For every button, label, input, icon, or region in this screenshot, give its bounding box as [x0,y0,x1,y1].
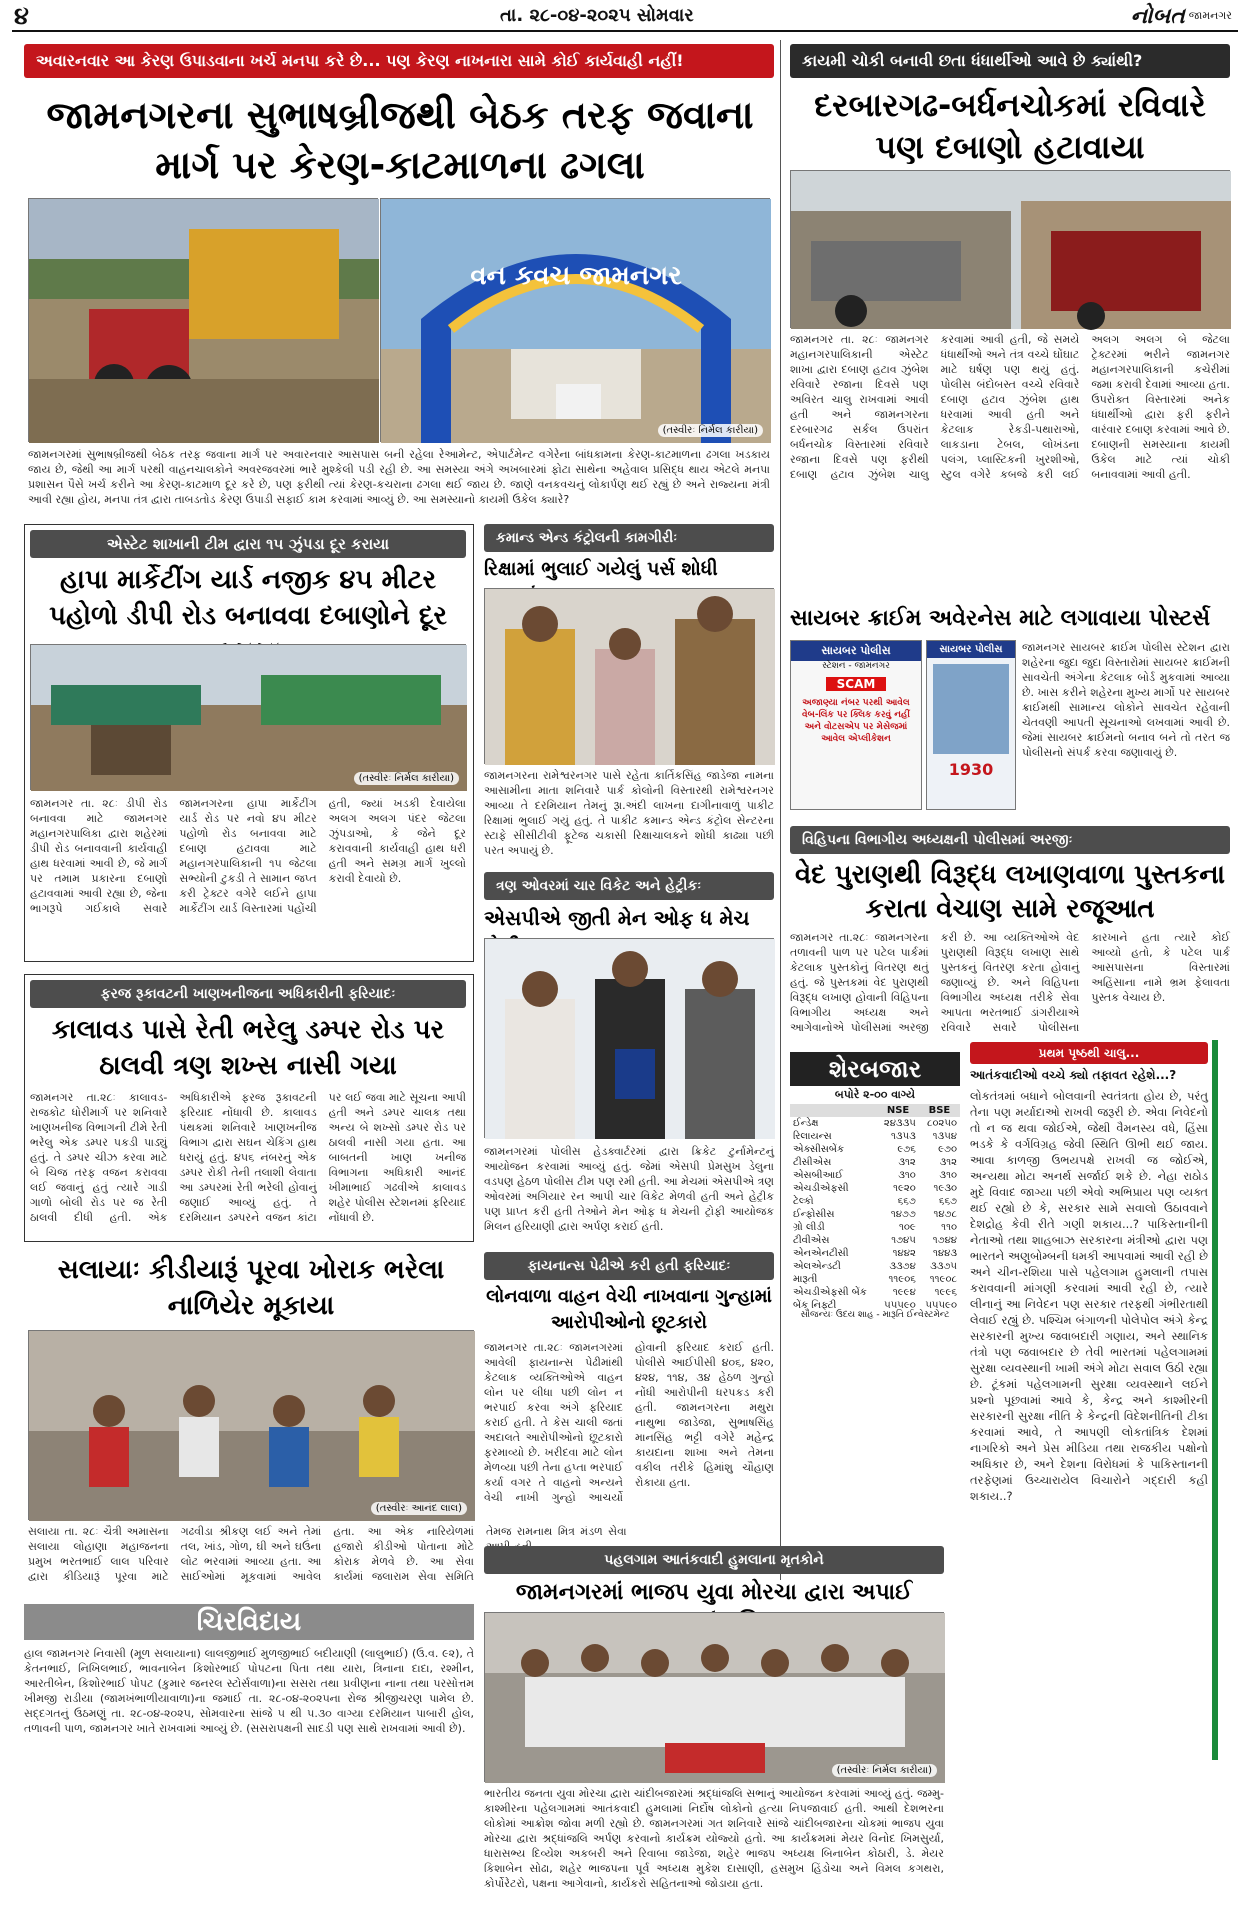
story1-photo-credit: (તસ્વીરઃ નિર્મલ કારીયા) [658,424,763,437]
share-nse: ૬૬૭ [897,1196,916,1207]
page-number: ૪ [14,2,29,30]
story2-body: જામનગર તા. ૨૮ઃ જામનગર મહાનગરપાલિકાની એસ્ટેટ શાખા દ્વારા દબાણ હટાવ ઝુંબેશ રવિવારે રજાના દિવસે પણ અવિરત ચાલુ રાખવામાં આવી હતી અને જામનગરના દરબારગઢ સર્કલ ઉપરાંત બર્ધનચોક વિસ્તારમાં રવિવારે રજાના દિવસે પણ ફરીથી દબાણ હટાવ ઝુંબેશ ચાલુ કરવામાં આવી હતી, જે સમયે ધંધાર્થીઓ અને તંત્ર વચ્ચે ઘોંઘાટ માટે ઘર્ષણ પણ થયું હતું. પોલીસ બંદોબસ્ત વચ્ચે રવિવારે દબાણ હટાવ ઝુંબેશ હાથ ધરવામાં આવી હતી અને કેટલાક રેકડી-પથારાઓ, લાકડાના ટેબલ, લોખંડના પલંગ, પ્લાસ્ટિકની ખુરશીઓ, સ્ટુલ વગેરે કબજે કરી લઈ અલગ અલગ બે જેટલા ટ્રેક્ટરમાં ભરીને જામનગર મહાનગરપાલિકાની કચેરીમાં જમા કરાવી દેવામાં આવ્યા હતા. ઉપરોક્ત વિસ્તારમાં અનેક ધંધાર્થીઓ દ્વારા ફરી ફરીને વારંવાર દબાણ કરવામાં આવે છે. દબાણની સમસ્યાના કાયમી ઉકેલ માટે ત્યાં ચોકી બનાવવામાં આવી હતી. [790,333,1230,481]
story11-headline: જામનગરમાં ભાજપ યુવા મોરચા દ્વારા અપાઈ [515,1580,913,1605]
editorial-accent-bar [1212,1040,1218,1760]
share-header-row [790,1104,960,1117]
story6-headline: વેદ પુરાણથી વિરૂદ્ધ લખાણવાળા પુસ્તકના કરાતા વેચાણ સામે રજૂઆત [794,860,1226,924]
share-nse: ૧૯૯૪ [892,1287,916,1298]
editorial-body: લોકતંત્રમાં બધાને બોલવાની સ્વતંત્રતા હોય છે, પરંતુ તેના પણ મર્યાદાઓ રાખવી જરૂરી છે. એવા નિવેદનો તો ન જ થવા જોઈએ, જેથી વૈમનસ્ય વધે, હિંસા ભડકે કે વર્ગવિગ્રહ જેવી સ્થિતિ ઊભી થઈ જાય. આવા કાળજી ઉભયપક્ષે રાખવી જ જોઈએ, અન્યથા મોટા અનર્થ સર્જાઈ શકે છે. નેહા રાઠોડ મુદે વિવાદ જાગ્યા પછી એવો અભિપ્રાય પણ વ્યક્ત થઈ રહ્યો છે કે, સરકાર સામે સવાલો ઉઠાવવાને દેશદ્રોહ કેવી રીતે ગણી શકાય...? પાકિસ્તાનીની નેતાઓ તથા શાહબાઝ સરકારના મંત્રીઓ દ્વારા પણ ભારતને અણુબોમ્બની ધમકી આપવામાં આવી રહી છે અને ચીન-રશિયા પાસે પહેલગામ હુમલાની તપાસ કરાવવાની માંગણી કરવામાં આવી રહી છે, ત્યારે લીનાનું આ નિવેદન પણ સરકાર તરફથી ગંભીરતાથી લેવાઈ રહ્યું છે. પશ્ચિમ બંગાળની પોલેપોલ અંગે કેન્દ્ર સરકારની મુખ્ય જવાબદારી ગણાય, અને સ્થાનિક તંત્રો પણ જવાબદાર છે તેવી ભારતમાં પહેલગામમાં સુરક્ષા વ્યવસ્થાની ખામી અંગે મોટા સવાલ ઉઠી રહ્યા છે. ટૂંકમાં પહેલગામની સુરક્ષા વ્યવસ્થાને લઈને પ્રશ્નો પૂછવામાં આવે કે, કેન્દ્ર અને કાશ્મીરની સરકારની સુરક્ષા નીતિ કે કેન્દ્રની વિદેશનીતિની ટીકા કરવામાં આવે, તે આપણી લોકતાંત્રિક દેશમાં નાગરિકો અને પ્રેસ મીડિયા તથા રાજકીય પક્ષોનો અધિકાર છે, અને દેશના વિરોધમાં કે પાકિસ્તાનની તરફેણમાં ઉચ્ચારાયેલ વિચારોને ગદ્દારી કહી શકાય..? [970,1089,1208,1503]
share-row [790,1260,960,1273]
story11-body: ભારતીય જનતા યુવા મોરચા દ્વારા ચાંદીબજારમાં શ્રદ્ધાંજલિ સભાનું આયોજન કરવામાં આવ્યું હતું. જમ્મુ-કાશ્મીરના પહેલગામમાં આતંકવાદી હુમલામાં નિર્દોષ લોકોનો હત્યા નિપજાવાઈ હતી. આથી દેશભરના લોકોમાં આક્રોશ જોવા મળી રહ્યો છે. જામનગરમાં ગત શનિવારે સાંજે ચાંદીબજારના ચોકમાં ભાજપ યુવા મોરચા દ્વારા શ્રદ્ધાંજલિ અર્પણ કરવાનો કાર્યક્રમ યોજ્યો હતો. આ કાર્યક્રમમાં મેયર વિનોદ ખિમસુર્યા, ધારાસભ્ય દિવ્યેશ અકબરી અને રિવાબા જાડેજા, શહેર ભાજપ અધ્યક્ષ બિનાબેન કોઠારી, ડે. મેયર કિશાબેન સોઢા, શહેર ભાજપના પૂર્વ અધ્યક્ષ મુકેશ દાસાણી, હસમુખ હિંડોચા અને વિમલ કગથરા, કોર્પોરેટરો, પક્ષના આગેવાનો, કાર્યકરો સહિતનાઓ જોડાયા હતા. [484,1787,944,1890]
share-bse: ૩૧૨ [939,1157,957,1168]
story4-kicker: કમાન્ડ એન્ડ કંટ્રોલની કામગીરીઃ [484,524,774,552]
story9-photo [28,1330,474,1520]
trophy-photo [485,939,775,1139]
share-subtitle: બપોરે ૨-૦૦ વાગ્યે [834,1088,916,1101]
share-bse: ૯૭૦ [938,1144,957,1155]
story4-photo [484,588,774,764]
share-row [790,1156,960,1169]
share-nse: ૧૦૯ [898,1222,916,1233]
obit-body: હાલ જામનગર નિવાસી (મૂળ સલાયાના) લાલજીભાઈ મુળજીભાઈ બદીયાણી (લાલુભાઈ) (ઉ.વ. ૯૨), તે કેતનભાઈ, નિખિલભાઈ, ભાવનાબેન કિશોરભાઈ પોપટના પિતા તથા યારા, ત્રિનાના દાદા, રશ્મીન, આરતીબેન, કિશોરભાઈ પોપટ (કુમાર જનરલ સ્ટોર્સવાળા)ના સસરા તથા પ્રવીણના નાના તથા પરસોત્તમ ખીમજી રાડીયા (જામખંભાળીયાવાળા)ના જમાઈ તા. ૨૮-૦૪-૨૦૨૫ના રોજ શ્રીજીચરણ પામેલ છે. સદ્દગતનું ઉઠમણું તા. ૨૮-૦૪-૨૦૨૫, સોમવારના સાંજે ૫ થી ૫.૩૦ વાગ્યા દરમિયાન પાબારી હોલ, તળાવની પાળ, જામનગર ખાતે રાખવામાં આવ્યું છે. (સસરાપક્ષની સાદડી પણ સાથે રાખવામાં આવી છે). [24,1647,474,1735]
share-name: એચડીએફસી [793,1183,849,1194]
share-row [790,1143,960,1156]
share-bse: ૧૧૦ [941,1222,957,1233]
story1-photo-right [380,198,770,442]
story6-kicker: વિહિપના વિભાગીય અધ્યક્ષની પોલીસમાં અરજીઃ [790,826,1230,854]
story5-headline: સાયબર ક્રાઈમ અવેરનેસ માટે લગાવાયા પોસ્ટર્સ [790,606,1211,631]
share-table [790,1104,960,1312]
story8-headline: એસપીએ જીતી મેન ઓફ ધ મેચ [484,906,750,930]
arch-text: વન કવચ જામનગર [470,261,682,291]
story11-photo-credit: (તસ્વીરઃ નિર્મલ કારીયા) [832,1764,937,1777]
share-row [790,1182,960,1195]
poster1-title: સાયબર પોલીસ [791,641,921,661]
share-row [790,1234,960,1247]
share-name: ગ્રો લીડી [793,1222,825,1233]
share-bse: ૧૪૪૩ [933,1248,957,1259]
story3-headline: હાપા માર્કેટીંગ યાર્ડ નજીક ૪૫ મીટર પહોળો ડીપી રોડ બનાવવા દબાણોને દૂર [49,565,447,631]
share-nse: ૧૩૫૩ [891,1131,916,1142]
story1-body: જામનગરમાં સુભાષબ્રીજથી બેઠક તરફ જવાના માર્ગ પર અવારનવાર આસપાસ બની રહેલા રેઆમેન્ટ, એપાર્ટમેન્ટ વગેરેના બાંધકામના કેરણ-કાટમાળના ઢગલા ખડકાય જાય છે, જેથી આ માર્ગ પરથી વાહનચાલકોને અવરજવરમાં ભારે મુશ્કેલી પડી રહી છે. આ સમસ્યા અંગે અખબારમાં ફોટા સાથેના અહેવાલ પ્રસિદ્ધ થાય એટલે મનપા પ્રશાસન પૈસે ખર્ચ કરીને આ કેરણ-કાટમાળ દૂર કરે છે, પણ ફરીથી ત્યાં કેરણ-કચરાના ઢગલા થઈ જાય છે. જાણે વનકવચનું લોકાર્પણ થઈ રહ્યું છે અને રાજ્યના મંત્રી આવી રહ્યા હોય, મનપા તંત્ર દ્વારા તાબડતોડ કેરણ ઉપાડી સફાઈ કામ કરવામાં આવ્યું છે. આ સમસ્યાનો કાયમી ઉકેલ ક્યારે? [28,448,770,506]
share-nse: ૨૪૩૩૫ [883,1118,916,1129]
share-title: શેરબજાર [790,1052,960,1086]
share-bse: ૧૪૭૮ [933,1209,957,1220]
story2-headline: દરબારગઢ-બર્ધનચોકમાં રવિવારે પણ દબાણો હટાવાયા [814,86,1206,166]
share-bse: ૫૫૫૯૦ [925,1300,957,1311]
story6-body: જામનગર તા.૨૮ઃ જામનગરના તળાવની પાળ પર પટેલ પાર્કમાં કેટલાક પુસ્તકોનું વિતરણ થતું હતું. જે પુસ્તકમાં વેદ પુરાણથી વિરૂદ્ધ લખાણ હોવાની વિહિપના વિભાગીય અધ્યક્ષ અને આગેવાનોએ પોલીસમાં અરજી કરી છે. આ વ્યક્તિઓએ વેદ પુરાણથી વિરૂદ્ધ લખાણ સાથે પુસ્તકનું વિતરણ કરતા હોવાનું જણાવ્યું છે. અને વિહિપના વિભાગીય અધ્યક્ષ તરીકે સેવા આપતા ભરતભાઈ ડાંગરીયાએ રવિવારે સવારે પોલીસના કારખાને હતા ત્યારે કોઈ આવ્યો હતો, કે પટેલ પાર્ક આસપાસના વિસ્તારમાં અહિંસાના નામે ભ્રમ ફેલાવતા પુસ્તક વેચાય છે. [790,931,1230,1034]
brand-sub: જામનગર [1188,9,1232,22]
poster2-title: સાયબર પોલીસ [927,641,1015,658]
share-nse: ૩૩૭૪ [889,1261,916,1272]
share-name: એલએન્ડટી [793,1261,841,1272]
story9-photo-credit: (તસ્વીરઃ આનંદ લાલ) [371,1502,467,1515]
story3-body: જામનગર તા. ૨૮ઃ ડીપી રોડ બનાવવા માટે જામનગર મહાનગરપાલિકા દ્વારા શહેરમાં ડીપી રોડ બનાવવાની કાર્યવાહી હાથ ધરવામાં આવી છે, જે માર્ગ પર તમામ પ્રકારના દબાણો હટાવવામાં આવી રહ્યા છે, જેના ભાગરૂપે ગઈકાલે સવારે જામનગરના હાપા માર્કેટીંગ યાર્ડ રોડ પર નવો ૪૫ મીટર પહોળો રોડ બનાવવા માટે દબાણ હટાવવા માટે મહાનગરપાલિકાની ૧૫ જેટલા સભ્યોની ટુકડી તે સામાન જપ્ત કરી ટ્રેક્ટર વગેરે લઈને હાપા માર્કેટીંગ યાર્ડ વિસ્તારમાં પહોંચી હતી, જ્યાં ખડકી દેવાયેલા અલગ અલગ પંદર જેટલા ઝુંપડાઓ, કે જેને દૂર કરાવવાની કાર્યવાહી હાથ ધરી હતી અને સમગ્ર માર્ગ ખુલ્લો કરાવી દેવાયો છે. [30,797,466,915]
tractor-photo [791,171,1231,329]
story1-photo-left [28,198,378,442]
story1-kicker: અવારનવાર આ કેરણ ઉપાડવાના ખર્ચ મનપા કરે છે... પણ કેરણ નાખનારા સામે કોઈ કાર્યવાહી નહીં! [24,44,774,78]
share-row [790,1169,960,1182]
share-header-bse: BSE [919,1104,960,1117]
share-nse: ૧૭૪૫ [891,1235,916,1246]
share-row [790,1247,960,1260]
share-name: ઈન્ફોસીસ [793,1209,835,1220]
share-row [790,1195,960,1208]
story9-headline: સલાયાઃ કીડીયારૂં પૂરવા ખોરાક ભરેલા નાળિયેર મૂકાયા [57,1255,445,1321]
hut-demolition-photo [31,645,467,791]
story3-photo-credit: (તસ્વીરઃ નિર્મલ કારીયા) [354,772,459,785]
column-rule [780,40,781,1580]
share-name: મારૂતી [793,1274,818,1285]
share-name: ટેલ્કો [793,1196,814,1207]
share-name: ટીવીએસ [793,1235,830,1246]
construction-photo [29,199,379,443]
story11-kicker: પહલગામ આતંકવાદી હુમલાના મૃતકોને [484,1546,944,1574]
share-nse: ૧૪૭૭ [890,1209,916,1220]
share-name: ઈન્ડેક્ષ [793,1118,819,1129]
share-name: રિલાયન્સ [793,1131,832,1142]
poster2-number: 1930 [948,760,994,779]
share-name: ટીસીએસ [793,1157,832,1168]
tribute-photo [485,1613,945,1783]
share-row [790,1221,960,1234]
story8-photo [484,938,774,1138]
story10-body: જામનગર તા.૨૮ઃ જામનગરમાં આવેલી ફાયનાન્સ પેઢીમાંથી કેટલાક વ્યક્તિઓએ વાહન લોન પર લીધા પછી લોન ન ભરપાઈ કરવા અંગે ફરિયાદ કરાઈ હતી. તે કેસ ચાલી જતાં અદાલતે આરોપીઓનો છૂટકારો ફરમાવ્યો છે. ખરીદવા માટે લોન મેળવ્યા પછી તેના હપ્તા ભરપાઈ કર્યા વગર તે વાહનો અન્યને વેચી નાખી ગુન્હો આચર્યો હોવાની ફરિયાદ કરાઈ હતી. પોલીસે આઈપીસી ૪૦૬, ૪૨૦, ૪૨૪, ૧૧૪, ૩૪ હેઠળ ગુન્હો નોંધી આરોપીની ધરપકડ કરી હતી. જામનગરના મથુરા નાથુભા જાડેજા, સુભાષસિંહ માનસિંહ ભટ્ટી વગેરે મહેન્દ્ર કાયદાના શાખા અને તેમના વકીલ તરીકે હિમાંશુ ચૌહાણ રોકાયા હતા. [484,1341,774,1504]
share-nse: ૩૧૦ [898,1170,916,1181]
share-bse: ૮૦૨૫૦ [927,1118,957,1129]
story7-body: જામનગર તા.૨૮ઃ કાલાવડ-રાજકોટ ધોરીમાર્ગ પર શનિવારે ખાણખનીજ વિભાગની ટીમે રેતી ભરેલુ એક ડમ્પર પકડી પાડ્યું હતું. તે ડમ્પર ચીઝ કરવા માટે બે ચિજ તરફ વજન કરાવવા લઈ જવાનું હતું ત્યારે ગાડી ગાળો બોલી રોડ પર જ રેતી ઠાલવી દીધી હતી. એક અધિકારીએ ફરજ રૂકાવટની ફરિયાદ નોંધાવી છે. કાલાવડ પંથકમાં શનિવારે ખાણખનીજ વિભાગ દ્વારા સઘન ચેકિંગ હાથ ધરાયું હતું. ૪૫૬ નંબરનું એક ડમ્પર રોકી તેની તલાશી લેવાતા આ ડમ્પરમાં રેતી ભરેલી હોવાનું જણાઈ આવ્યું હતું. તે દરમિયાન ડમ્પરને વજન કાંટા પર લઈ જવા માટે સૂચના આપી હતી અને ડમ્પર ચાલક તથા અન્ય બે શખ્સો ડમ્પર રોડ પર ઠાલવી નાસી ગયા હતા. આ બાબતની ખાણ ખનીજ વિભાગના અધિકારી આનંદ ખીમાભાઈ ગઢવીએ કાલાવડ શહેર પોલીસ સ્ટેશનમાં ફરિયાદ નોંધાવી છે. [30,1091,466,1224]
share-nse: ૯૭૬ [897,1144,916,1155]
story10-headline: લોનવાળા વાહન વેચી નાખવાના ગુન્હામાં આરોપીઓનો છૂટકારો [486,1286,772,1333]
share-nse: ૧૯૨૦ [893,1183,916,1194]
story11-photo [484,1612,944,1782]
story7-headline: કાલાવડ પાસે રેતી ભરેલુ ડમ્પર રોડ પર ઠાલવી ત્રણ શખ્સ નાસી ગયા [51,1015,445,1081]
masthead [0,0,1250,32]
brand-name: નોબત [1130,3,1185,29]
brand-logo [1131,3,1232,29]
story9-body: સલાયા તા. ૨૮ઃ ચૈત્રી અમાસના સલાયા લોહાણા મહાજનના પ્રમુખ ભરતભાઈ લાલ પરિવાર દ્વારા કીડિયારૂં પૂરવા માટે ગઢવીડા શ્રીકણ લઈ અને તેમાં તલ, ખાંડ, ગોળ, ઘી અને ઘઉંના લોટ ભરવામાં આવ્યા હતા. આ સાઈઓમાં મૂકવામાં આવેલ હતા. આ એક નારિયેળમાં હજારો કીડીઓ પોતાના મોટે કોરાક મેળવે છે. આ સેવા કાર્યમાં જલારામ સેવા સમિતિ તેમજ રામનાથ મિત્ર મંડળ સેવા [28,1525,627,1583]
story4-headline: રિક્ષામાં ભુલાઈ ગયેલું પર્સ શોધી [484,558,718,580]
story5-body: જામનગર સાયબર ક્રાઈમ પોલીસ સ્ટેશન દ્વારા શહેરના જુદા જુદા વિસ્તારોમાં સાયબર ક્રાઈમની સાવચેતી અંગેના કેટલાક બોર્ડ મુકવામાં આવ્યા છે. ખાસ કરીને શહેરના મુખ્ય માર્ગો પર સાયબર ક્રાઈમથી સામાન્ય લોકોને સાવચેત રહેવાની ચેતવણી આપતી સૂચનાઓ લખવામાં આવી છે. જેમાં સાયબર ક્રાઈમનો બનાવ બને તો તરત જ પોલીસનો સંપર્ક કરવા જણાવાયું છે. [1022,641,1230,759]
poster1-lines: અજાણ્યા નંબર પરથી આવેલ વેબ-લિંક પર ક્લિક કરવું નહીં અને વોટસએપ પર મેસેજમાં આવેલ એપ્લીકેશન [802,698,910,744]
share-nse: ૧૪૪૨ [892,1248,916,1259]
share-bse: ૧૧૯૦૮ [929,1274,957,1285]
poster2-image [933,664,1009,754]
share-header-blank [790,1104,877,1117]
share-row [790,1130,960,1143]
share-header-nse: NSE [877,1104,919,1117]
obit-title: ચિરવિદાય [24,1604,474,1640]
poster1-scam-badge: SCAM [826,677,886,691]
share-name: એસબીઆઈ [793,1170,843,1181]
share-nse: ૫૫૫૯૦ [884,1300,916,1311]
editorial-lead: આતંકવાદીઓ વચ્ચે ક્યો તફાવત રહેશે...? [970,1068,1177,1082]
share-bse: ૧૯૯૬ [934,1287,957,1298]
share-name: એનએનટીસી [793,1248,849,1259]
share-nse: ૧૧૯૦૬ [888,1274,916,1285]
coconut-photo [29,1331,475,1521]
share-source: સૌજન્યઃ ઉદય શાહ - મારૂતિ ઈન્વેસ્ટમેન્ટ [800,1310,950,1320]
story3-kicker: એસ્ટેટ શાખાની ટીમ દ્વારા ૧૫ ઝુંપડા દૂર કરાયા [30,530,466,558]
share-row [790,1273,960,1286]
share-row [790,1117,960,1130]
story8-body: જામનગરમાં પોલીસ હેડક્વાર્ટરમાં દ્વારા ક્રિકેટ ટુર્નામેન્ટનું આયોજન કરવામાં આવ્યું હતું. જેમાં એસપી પ્રેમસુખ ડેલુના વડપણ હેઠળ પોલીસ ટીમ પણ રમી હતી. આ મેચમાં એસપીએ ત્રણ ઓવરમાં અગિયાર રન આપી ચાર વિકેટ મેળવી હતી અને હેટ્રીક પણ પ્રાપ્ત કરી હતી તેઓને મેન ઓફ ધ મેચની ટ્રોફી આયોજક મિલન હરિયાણી દ્વારા અર્પણ કરાઈ હતી. [484,1145,774,1233]
vankavach-arch-photo [381,199,771,443]
editorial-kicker: પ્રથમ પૃષ્ઠથી ચાલુ... [970,1042,1208,1064]
share-row [790,1286,960,1299]
story8-kicker: ત્રણ ઓવરમાં ચાર વિકેટ અને હેટ્રીકઃ [484,872,774,900]
story7-kicker: ફરજ રૂકાવટની ખાણખનીજના અધિકારીની ફરિયાદઃ [30,980,466,1008]
poster1-sub: સ્ટેશન - જામનગર [822,661,890,671]
share-bse: ૬૬૭ [938,1196,957,1207]
share-bse: ૧૩૫૪ [932,1131,957,1142]
share-name: બેંક નિફ્ટી [793,1300,837,1311]
cyber-poster-2 [926,640,1016,810]
share-name: એચડીએફસી બેંક [793,1287,867,1298]
story3-photo [30,644,466,790]
purse-handover-photo [485,589,775,765]
story2-photo [790,170,1230,328]
story1-headline: જામનગરના સુભાષબ્રીજથી બેઠક તરફ જવાના માર્ગ પર કેરણ-કાટમાળના ઢગલા [46,93,754,187]
story2-kicker: કાયમી ચોકી બનાવી છતા ધંધાર્થીઓ આવે છે ક્યાંથી? [790,44,1230,78]
story10-kicker: ફાયનાન્સ પેઢીએ કરી હતી ફરિયાદઃ [484,1252,774,1280]
masthead-rule [12,30,1238,32]
share-name: એક્સીસબેંક [793,1144,844,1155]
share-bse: ૩૧૦ [939,1170,957,1181]
share-bse: ૩૩૭૫ [930,1261,957,1272]
story4-body: જામનગરના રામેશ્વરનગર પાસે રહેતા કાર્તિકસિંહ જાડેજા નામના આસામીના માતા શનિવારે પાર્ક કોલોની વિસ્તારથી રામેશ્વરનગર આવ્યા તે દરમિયાન તેમનું રૂા.અંદી લાખના દાગીનાવાળું પાકીટ રિક્ષામાં ભુલાઈ ગયું હતું. તે પાકીટ કમાન્ડ એન્ડ કંટ્રોલ સેન્ટરના સ્ટાફે સીસીટીવી ફૂટેજ ચકાસી રિક્ષાચાલકને શોધી કાઢ્યા પછી પરત અપાયું છે. [484,769,774,857]
cyber-poster-1 [790,640,922,810]
dateline: તા. ૨૮-૦૪-૨૦૨૫ સોમવાર [500,5,694,26]
share-nse: ૩૧૨ [898,1157,916,1168]
share-bse: ૧૯૩૦ [933,1183,957,1194]
share-bse: ૧૭૪૪ [932,1235,957,1246]
share-row [790,1208,960,1221]
